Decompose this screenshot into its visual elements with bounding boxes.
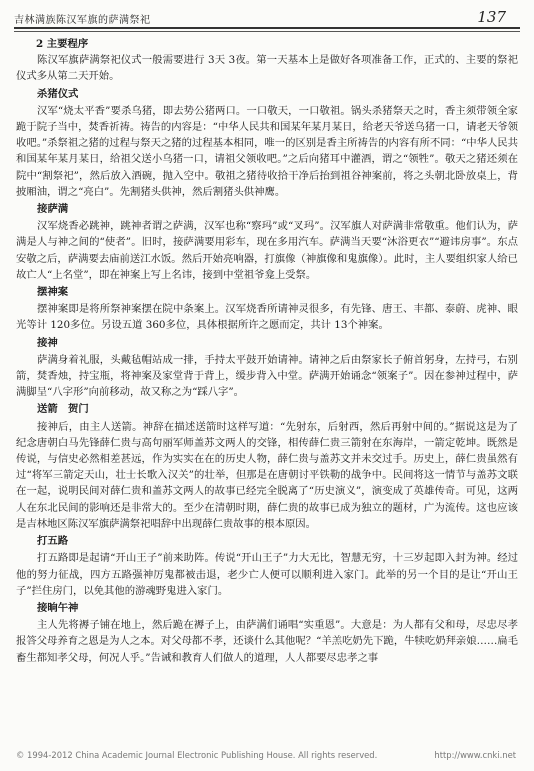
header-rule-thin bbox=[14, 31, 520, 32]
copyright-notice: © 1994-2012 China Academic Journal Electronic Publishing House. All rights reserved. bbox=[16, 750, 378, 760]
paragraph-altar: 摆神案即是将所祭神案摆在院中条案上。汉军烧香所请神灵很多，有先锋、唐王、丰都、泰蔚、虎神、眼光等计 120多位。另设五道 360多位，具体根据所许之愿而定，共计 13个神案。 bbox=[16, 303, 518, 332]
header-rule-thick bbox=[14, 27, 520, 29]
section-title: 2 主要程序 bbox=[36, 38, 89, 50]
page-header bbox=[14, 8, 520, 26]
heading-send-arrow: 送箭 贺门 bbox=[37, 403, 89, 416]
heading-altar: 摆神案 bbox=[37, 286, 69, 299]
heading-receive-gods: 接神 bbox=[37, 336, 58, 349]
heading-receive-shaman: 接萨满 bbox=[37, 203, 69, 216]
paragraph-five-roads: 打五路即是起请“开山王子”前来助阵。传说“开山王子”力大无比，智慧无穷，十三岁起即入封为神。经过他的努力征战，四方五路强神厉鬼都被击退，老少亡人便可以顺利进入家门。此举的另一个目的是让“开山王子”拦住房门，以免其他的游魂野鬼进入家门。 bbox=[16, 552, 518, 597]
page-footer bbox=[16, 750, 516, 760]
heading-noon-gods: 接晌午神 bbox=[37, 601, 79, 614]
paragraph-schedule: 陈汉军旗萨满祭祀仪式一般需要进行 3天 3夜。第一天基本上是做好各项准备工作，正式的、主要的祭祀仪式多从第二天开始。 bbox=[16, 54, 518, 83]
article-body bbox=[16, 36, 518, 748]
running-title: 吉林满族陈汉军旗的萨满祭祀 bbox=[14, 15, 151, 26]
paragraph-send-arrow: 接神后，由主人送箭。神辞在描述送箭时这样写道：“先射东，后射西，然后再射中间的。”据说这是为了纪念唐朝白马先锋薛仁贵与高句丽军师盖苏文两人的交锋，相传薛仁贵三箭射在东海岸，一箭定乾坤。既然是传说，与信史必然相差甚远，作为实实在在的历史人物，薛仁贵与盖苏文并未交过手。历史上，薛仁贵虽然有过“将军三箭定天山，壮士长歌入汉关”的壮举，但那是在唐朝讨平铁勒的战争中。民间将这一情节与盖苏文联在一起，说明民间对薛仁贵和盖苏文两人的故事已经完全脱离了“历史演义”，演变成了英雄传奇。可见，这两人在东北民间的影响还是非常大的。至少在清朝时期，薛仁贵的故事已成为独立的题材，广为流传。这也应该是吉林地区陈汉军旗萨满祭祀唱辞中出现薛仁贵故事的根本原因。 bbox=[16, 420, 518, 530]
page-number: 137 bbox=[477, 8, 506, 26]
paragraph-receive-gods: 萨满身着礼服，头戴毡帽站成一排，手持太平鼓开始请神。请神之后由祭家长子俯首躬身，左持弓，右别箭，焚香烛，持宝瓶，将神案及家堂背于背上，缓步背入中堂。萨满开始诵念“领案子”。因在参神过程中，萨满脚呈“八字形”向前移动，故又称之为“踩八字”。 bbox=[16, 353, 518, 399]
heading-pig-ritual: 杀猪仪式 bbox=[37, 87, 79, 100]
paragraph-pig-ritual: 汉军“烧太平香”要杀乌猪，即去势公猪两口。一口敬天，一口敬祖。锅头杀猪祭天之时，香主须带领全家跪于院子当中，焚香祈祷。祷告的内容是：“中华人民共和国某年某月某日，给老天爷送乌猪一口，请老天爷领收吧。”杀祭祖之猪的过程与祭天之猪的过程基本相同，唯一的区别是香主所祷告的内容有所不同：“中华人民共和国某年某月某日，给祖父送小乌猪一口，请祖父领收吧。”之后向猪耳中灌酒，谓之“领牲”。敬天之猪还须在院中“割祭祀”，然后放入酒碗，抛入空中。敬祖之猪待收拾干净后抬到祖谷神案前，将之头朝北卧放桌上，背披厢油，谓之“亮白”。先割猪头供神，然后割猪头供神鹰。 bbox=[16, 104, 518, 198]
footer-url: http://www.cnki.net bbox=[434, 750, 516, 760]
heading-five-roads: 打五路 bbox=[37, 535, 69, 548]
paragraph-receive-shaman: 汉军烧香必跳神，跳神者谓之萨满，汉军也称“察玛”或“叉玛”。汉军旗人对萨满非常敬重。他们认为，萨满是人与神之间的“使者”。旧时，接萨满要用彩车，现在多用汽车。萨满当天要“沐浴更衣”“避讳房事”。东点安敬之后，萨满要去庙前送江水饭。然后开始亮响器，打旗像（神旗像和鬼旗像）。此时，主人要组织家人给已故亡人“上名堂”，即在神案上写上名讳，接到中堂祖爷龛上受祭。 bbox=[16, 220, 518, 281]
paragraph-noon-gods: 主人先将褥子铺在地上，然后跪在褥子上，由萨满们诵唱“实重恩”。大意是：为人都有父和母，尽忠尽孝报答父母养育之恩是为人之本。对父母都不孝，还谈什么其他呢？“羊羔吃奶先下跪，牛犊吃奶拜亲娘……扁毛畜生都知孝父母，何况人乎。”告诫和教育人们做人的道理，人人都要尽忠孝之事 bbox=[16, 619, 518, 664]
